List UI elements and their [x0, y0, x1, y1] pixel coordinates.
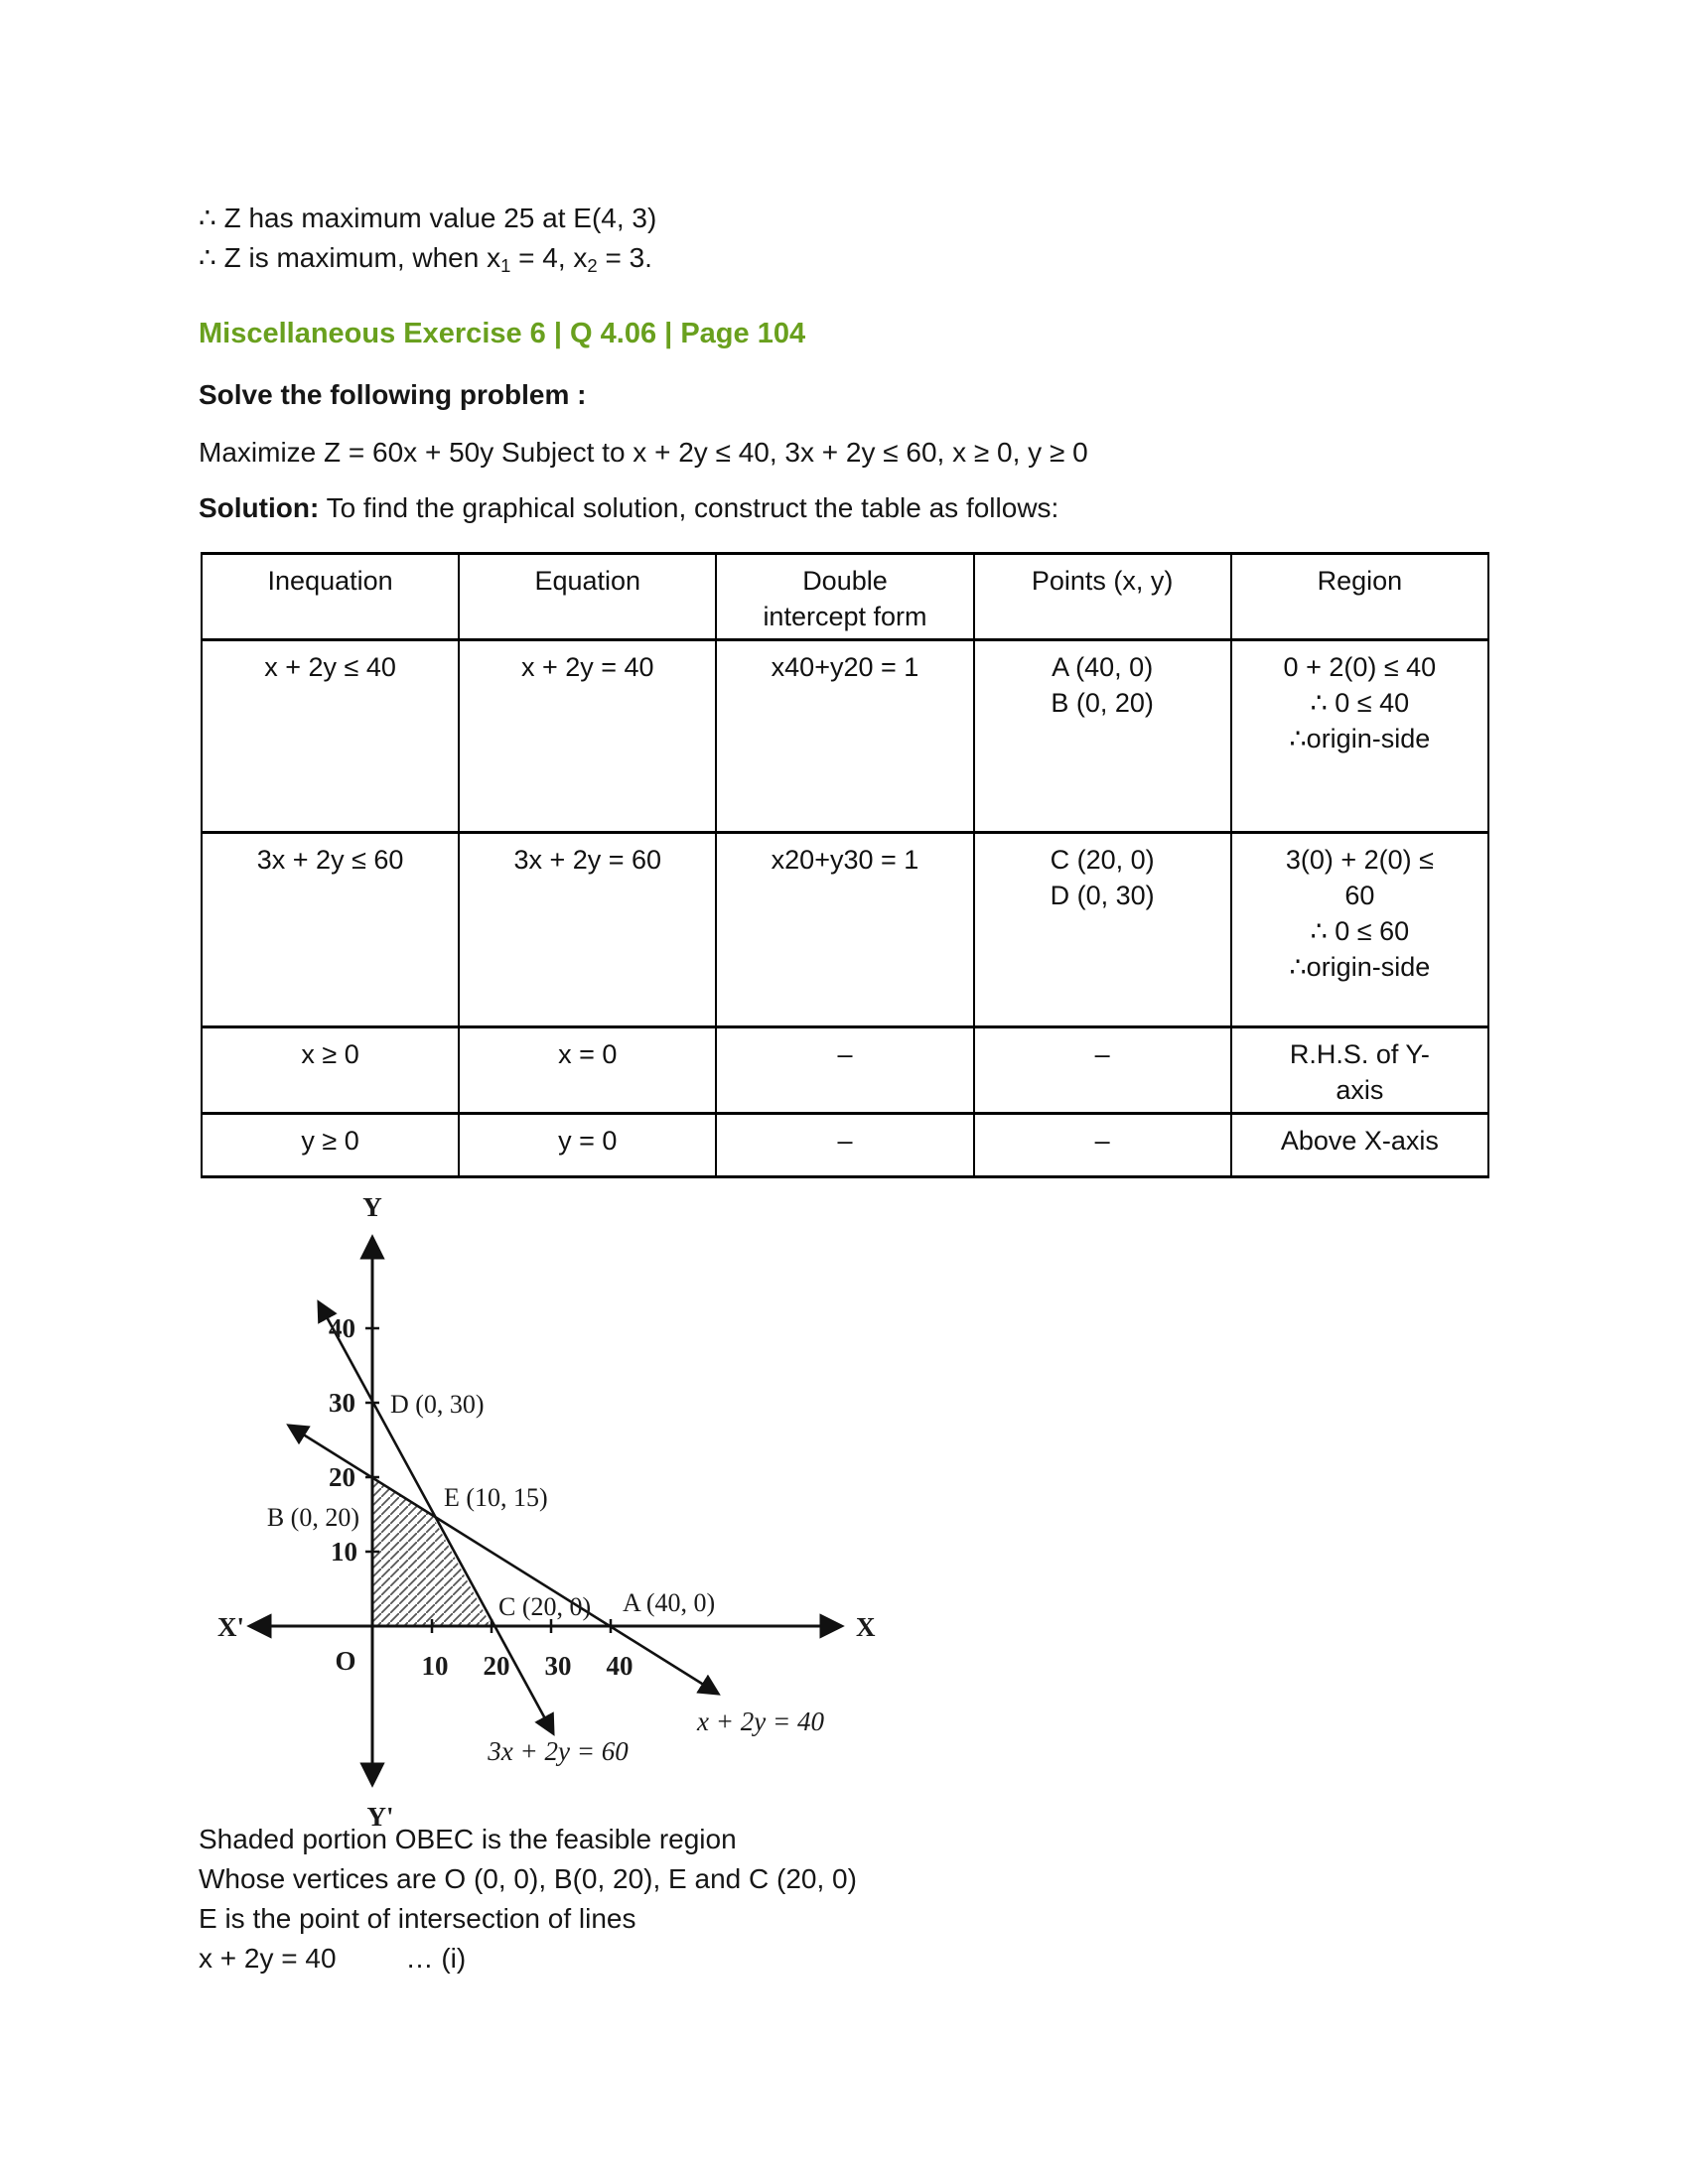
cell-inequation: x ≥ 0: [202, 1027, 459, 1114]
solution-text: To find the graphical solution, construct the table as follows:: [319, 492, 1059, 523]
table-header-row: [202, 554, 1488, 640]
point-label-e: E (10, 15): [444, 1483, 548, 1512]
conclusion-line-2-mid: = 4, x: [510, 242, 588, 273]
point-label-a: A (40, 0): [623, 1588, 716, 1617]
x-tick-40: 40: [606, 1651, 633, 1681]
table-row: [202, 640, 1488, 833]
table-row: [202, 1027, 1488, 1114]
feasible-region-graph: [149, 1166, 894, 1842]
footer-equation: x + 2y = 40: [199, 1943, 337, 1974]
cell-region: 3(0) + 2(0) ≤ 60 ∴ 0 ≤ 60 ∴origin-side: [1231, 833, 1488, 1027]
x-tick-20: 20: [483, 1651, 510, 1681]
constraint-table: [201, 552, 1489, 1178]
point-label-b: B (0, 20): [266, 1503, 359, 1532]
line-label-x-2y-40: x + 2y = 40: [697, 1706, 824, 1736]
y-neg-axis-label: Y': [366, 1802, 394, 1832]
origin-label: O: [335, 1646, 356, 1676]
header-inequation: Inequation: [202, 554, 459, 640]
header-points: Points (x, y): [974, 554, 1231, 640]
x-axis-label: X: [856, 1612, 876, 1642]
equation-reference: … (i): [405, 1943, 467, 1974]
header-region: Region: [1231, 554, 1488, 640]
cell-equation: 3x + 2y = 60: [459, 833, 716, 1027]
cell-inequation: y ≥ 0: [202, 1114, 459, 1177]
y-axis-label: Y: [362, 1192, 382, 1222]
y-tick-30: 30: [329, 1388, 355, 1418]
cell-inequation: 3x + 2y ≤ 60: [202, 833, 459, 1027]
point-label-d: D (0, 30): [390, 1390, 485, 1419]
footer-line-2: Whose vertices are O (0, 0), B(0, 20), E and C (20, 0): [199, 1863, 857, 1894]
solve-problem-label: Solve the following problem :: [199, 379, 587, 410]
exercise-heading: Miscellaneous Exercise 6 | Q 4.06 | Page 104: [199, 318, 806, 349]
cell-equation: x = 0: [459, 1027, 716, 1114]
footer-line-3: E is the point of intersection of lines: [199, 1903, 636, 1934]
cell-points: A (40, 0) B (0, 20): [974, 640, 1231, 833]
x-tick-10: 10: [421, 1651, 449, 1681]
cell-equation: y = 0: [459, 1114, 716, 1177]
cell-double-intercept: –: [716, 1027, 973, 1114]
cell-inequation: x + 2y ≤ 40: [202, 640, 459, 833]
footer-line-1: Shaded portion OBEC is the feasible region: [199, 1824, 737, 1854]
solution-line: [199, 488, 1058, 528]
cell-equation: x + 2y = 40: [459, 640, 716, 833]
footer-line-4: [199, 1939, 466, 1979]
line-label-3x-2y-60: 3x + 2y = 60: [488, 1736, 629, 1766]
cell-region: Above X-axis: [1231, 1114, 1488, 1177]
conclusion-line-2-pre: ∴ Z is maximum, when x: [199, 242, 501, 273]
cell-region: 0 + 2(0) ≤ 40 ∴ 0 ≤ 40 ∴origin-side: [1231, 640, 1488, 833]
solution-label: Solution:: [199, 492, 320, 523]
header-equation: Equation: [459, 554, 716, 640]
x-neg-axis-label: X': [217, 1612, 244, 1642]
conclusion-line-1: ∴ Z has maximum value 25 at E(4, 3): [199, 203, 657, 233]
subscript-1: 1: [500, 255, 511, 276]
subscript-2: 2: [587, 255, 598, 276]
cell-points: C (20, 0) D (0, 30): [974, 833, 1231, 1027]
header-double-intercept: Double intercept form: [716, 554, 973, 640]
cell-points: –: [974, 1114, 1231, 1177]
cell-double-intercept: –: [716, 1114, 973, 1177]
conclusion-line-2-post: = 3.: [597, 242, 652, 273]
x-tick-30: 30: [544, 1651, 572, 1681]
y-tick-10: 10: [331, 1537, 357, 1567]
cell-region: R.H.S. of Y- axis: [1231, 1027, 1488, 1114]
cell-double-intercept: x20+y30 = 1: [716, 833, 973, 1027]
problem-statement: Maximize Z = 60x + 50y Subject to x + 2y ≤ 40, 3x + 2y ≤ 60, x ≥ 0, y ≥ 0: [199, 437, 1088, 468]
y-tick-20: 20: [329, 1462, 355, 1492]
table-row: [202, 833, 1488, 1027]
cell-double-intercept: x40+y20 = 1: [716, 640, 973, 833]
y-tick-40: 40: [329, 1313, 355, 1343]
conclusion-line-2: [199, 238, 652, 286]
point-label-c: C (20, 0): [498, 1592, 592, 1621]
cell-points: –: [974, 1027, 1231, 1114]
